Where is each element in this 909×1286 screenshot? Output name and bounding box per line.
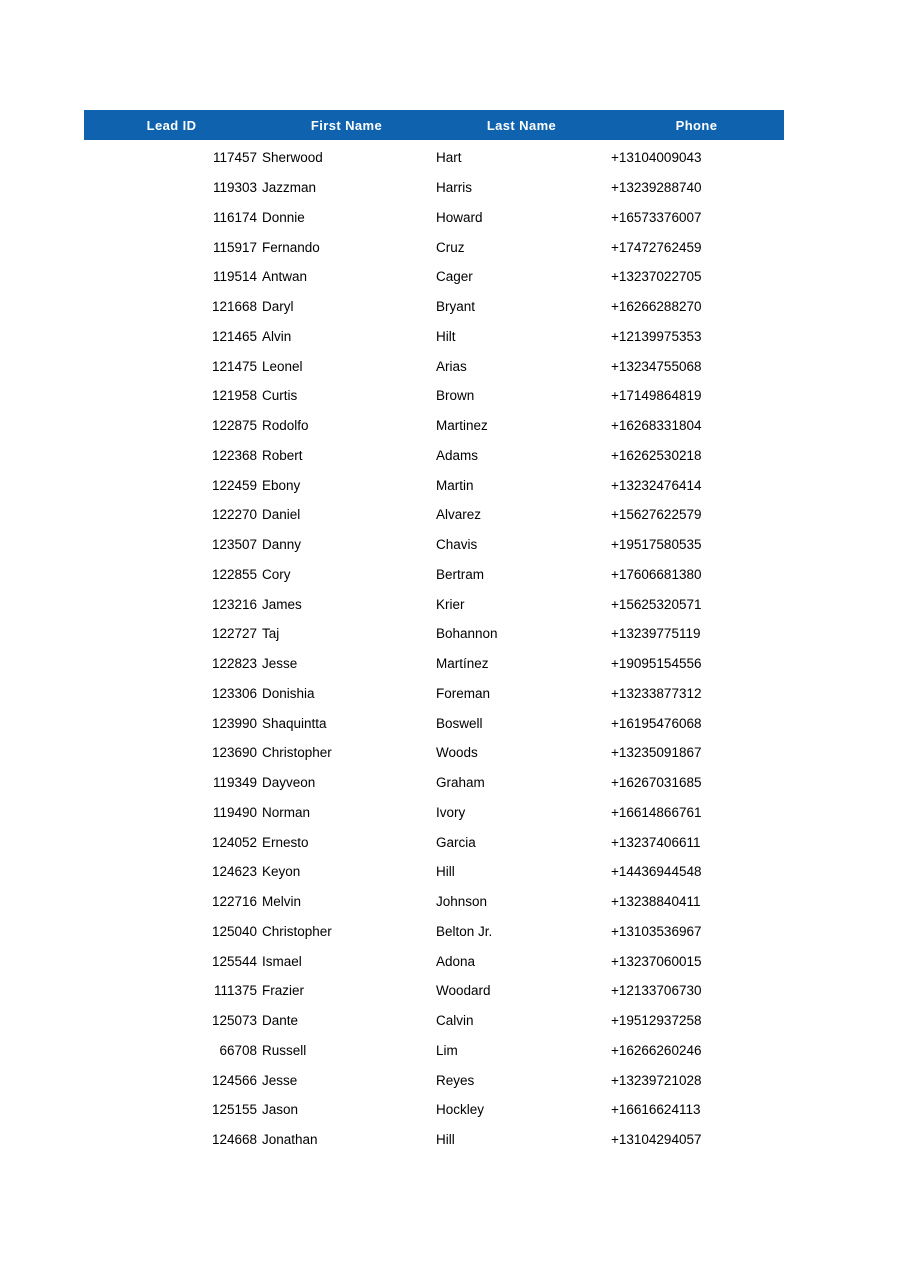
- cell-first-name: Leonel: [262, 358, 303, 374]
- cell-phone: +16266288270: [611, 299, 702, 315]
- table-row: [84, 857, 784, 887]
- column-header-phone: Phone: [675, 117, 718, 133]
- cell-last-name: Howard: [436, 209, 483, 225]
- cell-lead-id: 123216: [211, 596, 257, 612]
- cell-lead-id: 117457: [212, 150, 257, 166]
- cell-phone: +13239775119: [611, 626, 701, 642]
- cell-first-name: Danny: [262, 537, 302, 553]
- table-row: [84, 173, 784, 203]
- cell-first-name: Fernando: [262, 239, 320, 255]
- table-row: [84, 679, 784, 709]
- cell-lead-id: 121668: [211, 299, 257, 315]
- table-row: [84, 619, 784, 649]
- cell-lead-id: 122875: [211, 418, 257, 434]
- table-row: [84, 708, 784, 738]
- table-row: [84, 649, 784, 679]
- cell-phone: +16267031685: [611, 775, 702, 791]
- table-row: [84, 887, 784, 917]
- cell-lead-id: 66708: [219, 1042, 257, 1058]
- cell-last-name: Hill: [436, 1132, 455, 1148]
- cell-lead-id: 122823: [211, 656, 257, 672]
- cell-first-name: Jason: [262, 1102, 299, 1118]
- cell-lead-id: 125040: [211, 923, 257, 939]
- cell-lead-id: 122459: [211, 477, 257, 493]
- table-row: [84, 946, 784, 976]
- cell-last-name: Bertram: [436, 566, 485, 582]
- table-row: [84, 351, 784, 381]
- cell-phone: +15627622579: [611, 507, 702, 523]
- cell-lead-id: 121958: [211, 388, 257, 404]
- cell-lead-id: 122716: [211, 894, 257, 910]
- cell-first-name: Cory: [262, 566, 291, 582]
- table-row: [84, 589, 784, 619]
- cell-phone: +12133706730: [611, 983, 702, 999]
- cell-phone: +15625320571: [611, 596, 702, 612]
- table-row: [84, 917, 784, 947]
- table-row: [84, 560, 784, 590]
- cell-lead-id: 119303: [212, 180, 257, 196]
- leads-table: [84, 110, 784, 1155]
- cell-last-name: Graham: [436, 775, 485, 791]
- table-row: [84, 262, 784, 292]
- cell-lead-id: 116174: [212, 209, 257, 225]
- cell-phone: +19512937258: [611, 1013, 702, 1029]
- cell-phone: +16195476068: [611, 715, 702, 731]
- cell-last-name: Bohannon: [436, 626, 498, 642]
- cell-phone: +16262530218: [611, 447, 702, 463]
- cell-phone: +17472762459: [611, 239, 702, 255]
- cell-lead-id: 124052: [211, 834, 257, 850]
- cell-last-name: Cruz: [436, 239, 465, 255]
- cell-last-name: Reyes: [436, 1072, 475, 1088]
- table-row: [84, 381, 784, 411]
- cell-last-name: Arias: [436, 358, 467, 374]
- table-row: [84, 1006, 784, 1036]
- cell-phone: +13239721028: [611, 1072, 702, 1088]
- cell-last-name: Hart: [436, 150, 462, 166]
- cell-phone: +16266260246: [611, 1042, 702, 1058]
- cell-last-name: Hilt: [436, 328, 456, 344]
- cell-first-name: Taj: [262, 626, 280, 642]
- cell-last-name: Johnson: [436, 894, 488, 910]
- cell-phone: +13237060015: [611, 953, 702, 969]
- cell-lead-id: 122727: [211, 626, 257, 642]
- table-body: [84, 140, 784, 1155]
- cell-last-name: Alvarez: [436, 507, 482, 523]
- table-row: [84, 798, 784, 828]
- table-row: [84, 1095, 784, 1125]
- cell-first-name: Jonathan: [262, 1132, 318, 1148]
- cell-phone: +13104294057: [611, 1132, 702, 1148]
- cell-first-name: Keyon: [262, 864, 301, 880]
- cell-first-name: Shaquintta: [262, 715, 327, 731]
- table-row: [84, 738, 784, 768]
- cell-first-name: Jesse: [262, 656, 298, 672]
- cell-lead-id: 119349: [212, 775, 257, 791]
- cell-phone: +16616624113: [611, 1102, 701, 1118]
- cell-phone: +17606681380: [611, 566, 702, 582]
- cell-last-name: Lim: [436, 1042, 458, 1058]
- cell-last-name: Brown: [436, 388, 475, 404]
- table-row: [84, 768, 784, 798]
- table-row: [84, 441, 784, 471]
- cell-phone: +13103536967: [611, 923, 702, 939]
- cell-lead-id: 124668: [211, 1132, 257, 1148]
- cell-phone: +12139975353: [611, 328, 702, 344]
- cell-first-name: Jesse: [262, 1072, 298, 1088]
- cell-last-name: Garcia: [436, 834, 476, 850]
- cell-lead-id: 121475: [211, 358, 257, 374]
- cell-first-name: Sherwood: [262, 150, 323, 166]
- cell-phone: +13234755068: [611, 358, 702, 374]
- cell-lead-id: 125544: [211, 953, 257, 969]
- cell-last-name: Martinez: [436, 418, 488, 434]
- cell-last-name: Foreman: [436, 685, 491, 701]
- table-row: [84, 143, 784, 173]
- table-row: [84, 976, 784, 1006]
- cell-last-name: Boswell: [436, 715, 483, 731]
- cell-lead-id: 123306: [211, 685, 257, 701]
- cell-first-name: Rodolfo: [262, 418, 309, 434]
- cell-lead-id: 119514: [212, 269, 257, 285]
- table-row: [84, 827, 784, 857]
- cell-last-name: Adona: [436, 953, 476, 969]
- cell-phone: +13239288740: [611, 180, 702, 196]
- cell-first-name: Robert: [262, 447, 303, 463]
- cell-first-name: Ismael: [262, 953, 302, 969]
- cell-first-name: Frazier: [262, 983, 305, 999]
- cell-last-name: Chavis: [436, 537, 478, 553]
- cell-lead-id: 123507: [211, 537, 257, 553]
- table-row: [84, 203, 784, 233]
- cell-last-name: Hill: [436, 864, 455, 880]
- table-row: [84, 1036, 784, 1066]
- table-row: [84, 292, 784, 322]
- cell-lead-id: 125155: [211, 1102, 257, 1118]
- table-row: [84, 1125, 784, 1155]
- cell-lead-id: 122368: [211, 447, 257, 463]
- cell-phone: +19517580535: [611, 537, 702, 553]
- cell-first-name: Melvin: [262, 894, 302, 910]
- cell-first-name: Curtis: [262, 388, 298, 404]
- cell-phone: +16614866761: [611, 804, 702, 820]
- cell-phone: +19095154556: [611, 656, 702, 672]
- cell-phone: +13238840411: [611, 894, 701, 910]
- cell-lead-id: 124623: [211, 864, 257, 880]
- cell-last-name: Calvin: [436, 1013, 474, 1029]
- cell-first-name: Daniel: [262, 507, 301, 523]
- cell-first-name: Alvin: [262, 328, 292, 344]
- cell-phone: +16268331804: [611, 418, 702, 434]
- table-header-row: [84, 110, 784, 140]
- cell-first-name: Ebony: [262, 477, 301, 493]
- cell-first-name: Ernesto: [262, 834, 309, 850]
- table-row: [84, 232, 784, 262]
- cell-last-name: Woodard: [436, 983, 491, 999]
- cell-first-name: Daryl: [262, 299, 294, 315]
- cell-lead-id: 111375: [213, 983, 257, 999]
- cell-last-name: Belton Jr.: [436, 923, 493, 939]
- cell-phone: +16573376007: [611, 209, 702, 225]
- cell-last-name: Bryant: [436, 299, 476, 315]
- cell-phone: +13233877312: [611, 685, 702, 701]
- cell-first-name: Christopher: [262, 923, 332, 939]
- cell-lead-id: 115917: [212, 239, 257, 255]
- cell-first-name: Norman: [262, 804, 311, 820]
- cell-first-name: Dayveon: [262, 775, 316, 791]
- cell-phone: +13235091867: [611, 745, 702, 761]
- cell-phone: +13104009043: [611, 150, 702, 166]
- cell-last-name: Hockley: [436, 1102, 485, 1118]
- cell-first-name: Donishia: [262, 685, 315, 701]
- table-row: [84, 470, 784, 500]
- cell-first-name: James: [262, 596, 302, 612]
- column-header-last-name: Last Name: [486, 117, 557, 133]
- cell-lead-id: 121465: [211, 328, 257, 344]
- cell-first-name: Christopher: [262, 745, 332, 761]
- column-header-first-name: First Name: [310, 117, 383, 133]
- cell-phone: +13237406611: [611, 834, 701, 850]
- table-row: [84, 322, 784, 352]
- cell-lead-id: 122270: [211, 507, 257, 523]
- table-row: [84, 500, 784, 530]
- cell-lead-id: 124566: [211, 1072, 257, 1088]
- table-row: [84, 530, 784, 560]
- cell-lead-id: 122855: [211, 566, 257, 582]
- column-header-lead-id: Lead ID: [146, 117, 197, 133]
- cell-last-name: Cager: [436, 269, 473, 285]
- cell-first-name: Antwan: [262, 269, 308, 285]
- cell-first-name: Dante: [262, 1013, 299, 1029]
- cell-last-name: Woods: [436, 745, 478, 761]
- cell-lead-id: 123990: [211, 715, 257, 731]
- cell-last-name: Krier: [436, 596, 465, 612]
- cell-first-name: Donnie: [262, 209, 305, 225]
- cell-last-name: Ivory: [436, 804, 466, 820]
- cell-lead-id: 125073: [211, 1013, 257, 1029]
- cell-phone: +14436944548: [611, 864, 702, 880]
- cell-phone: +13237022705: [611, 269, 702, 285]
- cell-phone: +13232476414: [611, 477, 702, 493]
- cell-first-name: Russell: [262, 1042, 307, 1058]
- cell-last-name: Adams: [436, 447, 479, 463]
- cell-last-name: Harris: [436, 180, 472, 196]
- cell-last-name: Martin: [436, 477, 474, 493]
- cell-phone: +17149864819: [611, 388, 702, 404]
- cell-last-name: Martínez: [436, 656, 489, 672]
- cell-first-name: Jazzman: [262, 180, 317, 196]
- table-row: [84, 1065, 784, 1095]
- cell-lead-id: 123690: [211, 745, 257, 761]
- table-row: [84, 411, 784, 441]
- cell-lead-id: 119490: [212, 804, 257, 820]
